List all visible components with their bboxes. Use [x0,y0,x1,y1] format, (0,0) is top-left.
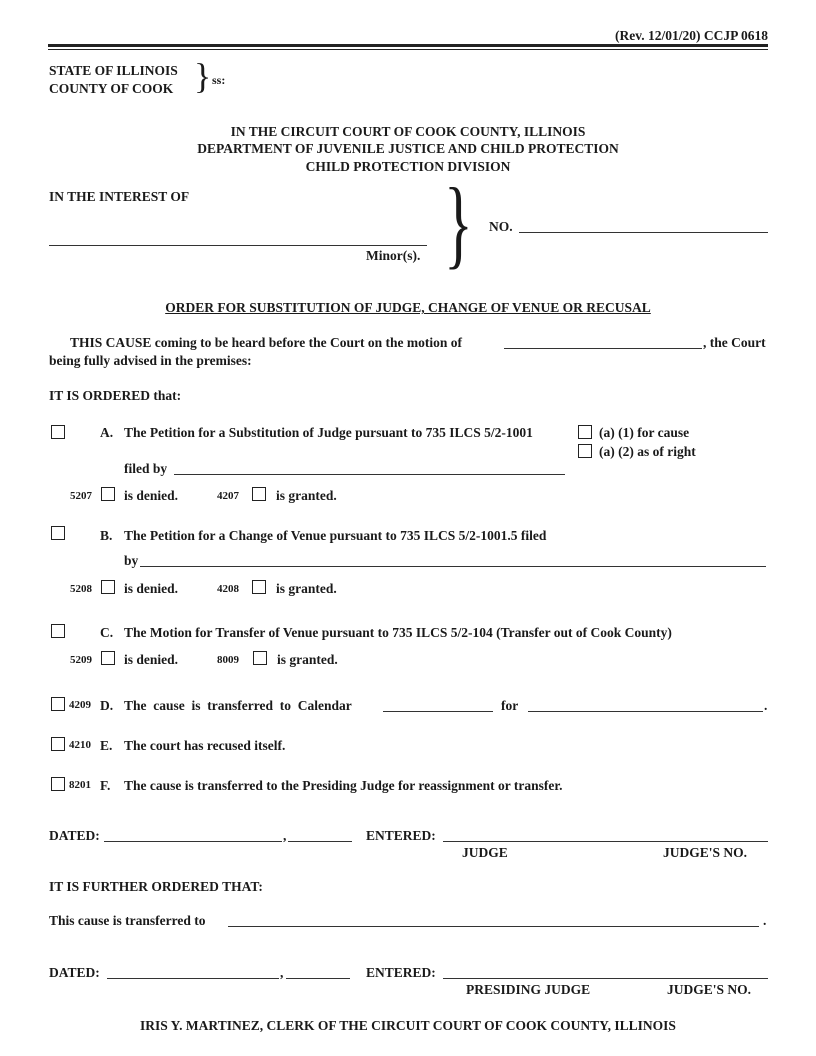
venue-brace: } [194,56,212,96]
ordered-label: IT IS ORDERED that: [49,388,182,403]
form-revision: (Rev. 12/01/20) CCJP 0618 [615,28,768,43]
code-8009: 8009 [217,654,239,666]
as-of-right-checkbox[interactable] [578,444,592,458]
section-d-checkbox[interactable] [51,697,65,711]
section-b-granted-checkbox[interactable] [252,580,266,594]
code-4208: 4208 [217,583,239,595]
section-c-denied-checkbox[interactable] [101,651,115,665]
judge-no-label-2: JUDGE'S NO. [667,982,752,997]
filed-by-label: filed by [124,461,168,476]
clerk-footer: IRIS Y. MARTINEZ, CLERK OF THE CIRCUIT COURT OF COOK COUNTY, ILLINOIS [140,1018,676,1033]
dated-comma-1: , [283,828,287,843]
section-d-period: . [764,698,768,713]
order-title [0,300,816,316]
entered-label-2: ENTERED: [366,965,436,980]
code-5207: 5207 [70,490,92,502]
section-f-checkbox[interactable] [51,777,65,791]
code-4207: 4207 [217,490,239,502]
minor-name-line[interactable] [49,245,427,246]
transfer-line[interactable] [228,926,759,927]
section-b-denied-checkbox[interactable] [101,580,115,594]
presiding-judge-label: PRESIDING JUDGE [466,982,591,997]
calendar-purpose-line[interactable] [528,711,763,712]
section-b-granted-label: is granted. [276,581,337,596]
for-cause-label: (a) (1) for cause [599,425,690,440]
venue-ss: ss: [212,73,226,87]
section-b-checkbox[interactable] [51,526,65,540]
dated-line-1[interactable] [104,841,282,842]
filed-by-line[interactable] [174,474,565,475]
presiding-judge-signature-line[interactable] [443,978,768,979]
code-4210: 4210 [69,739,91,751]
section-f-letter: F. [100,778,111,793]
calendar-line[interactable] [383,711,493,712]
transfer-text: This cause is transferred to [49,913,206,928]
court-line-1: IN THE CIRCUIT COURT OF COOK COUNTY, ILLINOIS [230,124,586,139]
section-c-text: The Motion for Transfer of Venue pursuant to 735 ILCS 5/2-104 (Transfer out of Cook County) [124,625,672,640]
as-of-right-label: (a) (2) as of right [599,444,696,459]
section-c-letter: C. [100,625,114,640]
section-b-by-line[interactable] [140,566,766,567]
court-line-2: DEPARTMENT OF JUVENILE JUSTICE AND CHILD PROTECTION [197,141,619,156]
movant-line[interactable] [504,348,702,349]
for-cause-checkbox[interactable] [578,425,592,439]
section-a-granted-label: is granted. [276,488,337,503]
section-d-letter: D. [100,698,114,713]
section-c-granted-checkbox[interactable] [253,651,267,665]
order-title-text: ORDER FOR SUBSTITUTION OF JUDGE, CHANGE OF VENUE OR RECUSAL [165,300,651,315]
intro-text-1: THIS CAUSE coming to be heard before the Court on the motion of [70,335,462,350]
case-no-label: NO. [489,219,513,234]
section-c-granted-label: is granted. [277,652,338,667]
dated-comma-2: , [280,965,284,980]
year-line-1[interactable] [288,841,352,842]
dated-label-2: DATED: [49,965,100,980]
intro-text-2: , the Court [703,335,766,350]
section-a-denied-checkbox[interactable] [101,487,115,501]
section-f-text: The cause is transferred to the Presiding Judge for reassignment or transfer. [124,778,563,793]
code-5208: 5208 [70,583,92,595]
section-b-denied-label: is denied. [124,581,179,596]
venue-county: COUNTY OF COOK [49,81,174,96]
code-8201: 8201 [69,779,91,791]
interest-of-label: IN THE INTEREST OF [49,189,190,204]
entered-label-1: ENTERED: [366,828,436,843]
section-a-denied-label: is denied. [124,488,179,503]
code-4209: 4209 [69,699,91,711]
section-b-text: The Petition for a Change of Venue pursuant to 735 ILCS 5/2-1001.5 filed [124,528,547,543]
venue-state: STATE OF ILLINOIS [49,63,178,78]
section-a-checkbox[interactable] [51,425,65,439]
transfer-period: . [763,913,767,928]
header-rule-thin [48,49,768,50]
section-e-text: The court has recused itself. [124,738,286,753]
minors-label: Minor(s). [366,248,421,263]
code-5209: 5209 [70,654,92,666]
section-b-letter: B. [100,528,113,543]
section-a-granted-checkbox[interactable] [252,487,266,501]
section-d-text: The cause is transferred to Calendar [124,698,352,713]
section-d-for: for [501,698,519,713]
header-rule-thick [48,44,768,47]
judge-label: JUDGE [462,845,508,860]
section-b-by-label: by [124,553,139,568]
judge-no-label-1: JUDGE'S NO. [663,845,748,860]
year-line-2[interactable] [286,978,350,979]
caption-brace: } [444,167,473,278]
section-c-denied-label: is denied. [124,652,179,667]
court-line-3: CHILD PROTECTION DIVISION [305,159,511,174]
section-c-checkbox[interactable] [51,624,65,638]
dated-label-1: DATED: [49,828,100,843]
intro-text-3: being fully advised in the premises: [49,353,252,368]
section-e-checkbox[interactable] [51,737,65,751]
section-a-text: The Petition for a Substitution of Judge pursuant to 735 ILCS 5/2-1001 [124,425,533,440]
judge-signature-line[interactable] [443,841,768,842]
section-e-letter: E. [100,738,113,753]
dated-line-2[interactable] [107,978,279,979]
further-ordered-label: IT IS FURTHER ORDERED THAT: [49,879,263,894]
case-number-line[interactable] [519,232,768,233]
section-a-letter: A. [100,425,114,440]
